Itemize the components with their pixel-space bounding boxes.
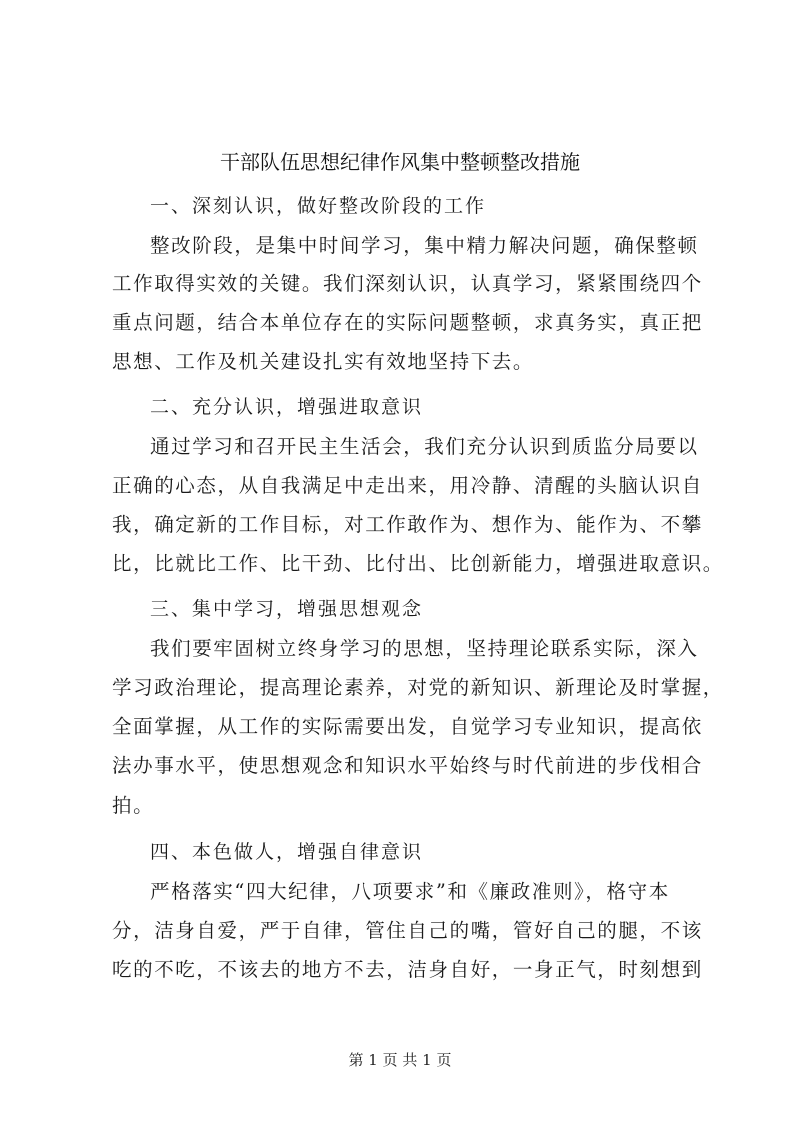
paragraph-line: 重点问题，结合本单位存在的实际问题整顿，求真务实，真正把 (112, 311, 703, 334)
section-heading-4: 四、本色做人，增强自律意识 (150, 841, 424, 863)
paragraph-line: 整改阶段，是集中时间学习，集中精力解决问题，确保整顿 (150, 234, 699, 257)
paragraph-line: 思想、工作及机关建设扎实有效地坚持下去。 (112, 350, 535, 373)
paragraph-line: 工作取得实效的关键。我们深刻认识，认真学习，紧紧围绕四个 (112, 272, 703, 295)
section-heading-3: 三、集中学习，增强思想观念 (150, 598, 424, 620)
paragraph-line: 我们要牢固树立终身学习的思想，坚持理论联系实际，深入 (150, 637, 699, 660)
paragraph-line: 比，比就比工作、比干劲、比付出、比创新能力，增强进取意识。 (112, 552, 724, 575)
paragraph-line: 法办事水平，使思想观念和知识水平始终与时代前进的步伐相合 (112, 754, 703, 777)
paragraph-line: 学习政治理论，提高理论素养，对党的新知识、新理论及时掌握， (112, 676, 724, 699)
paragraph-line: 分，洁身自爱，严于自律，管住自己的嘴，管好自己的腿，不该 (112, 919, 703, 942)
section-heading-2: 二、充分认识，增强进取意识 (150, 396, 424, 418)
paragraph-line: 我，确定新的工作目标，对工作敢作为、想作为、能作为、不攀 (112, 513, 703, 536)
page-footer: 第 1 页 共 1 页 (348, 1051, 452, 1069)
document-title: 干部队伍思想纪律作风集中整顿整改措施 (220, 150, 580, 174)
paragraph-line: 严格落实“四大纪律，八项要求”和《廉政准则》，格守本 (150, 880, 670, 903)
paragraph-line: 拍。 (112, 794, 155, 817)
paragraph-line: 通过学习和召开民主生活会，我们充分认识到质监分局要以 (150, 435, 699, 458)
section-heading-1: 一、深刻认识，做好整改阶段的工作 (150, 195, 487, 217)
paragraph-line: 正确的心态，从自我满足中走出来，用冷静、清醒的头脑认识自 (112, 474, 703, 497)
paragraph-line: 全面掌握，从工作的实际需要出发，自觉学习专业知识，提高依 (112, 715, 703, 738)
paragraph-line: 吃的不吃，不该去的地方不去，洁身自好，一身正气，时刻想到 (112, 958, 703, 981)
